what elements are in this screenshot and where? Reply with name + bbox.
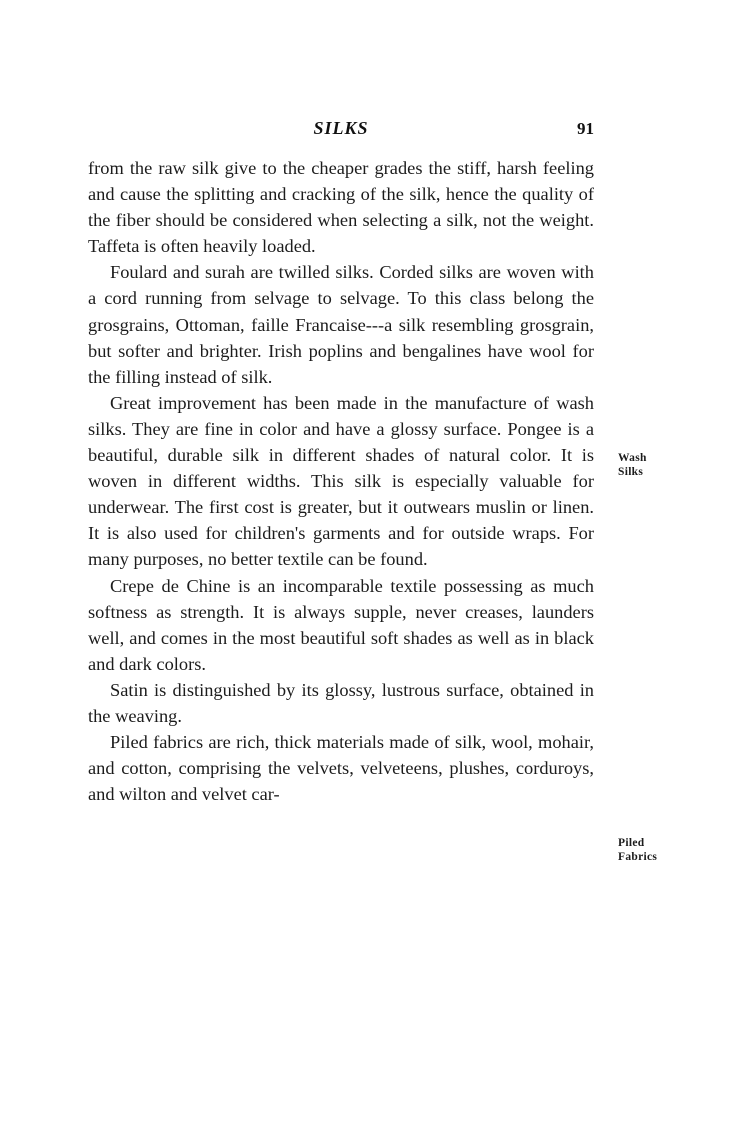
paragraph-3: Great improvement has been made in the manufacture of wash silks. They are fine in color and have a glossy surface. Pongee is a beautiful, durable silk in different shades of natural color. It is woven in different widths. This silk is especially valuable for underwear. The first cost is greater, but it outwears muslin or linen. It is also used for children's garments and for outside wraps. For many purposes, no better textile can be found.	[88, 392, 594, 570]
margin-note-line-2: Silks	[618, 465, 644, 478]
margin-note-piled-fabrics	[618, 837, 657, 864]
paragraph-4: Crepe de Chine is an incomparable textile possessing as much softness as strength. It is always supple, never creases, launders well, and comes in the most beautiful soft shades as well as in black and dark colors.	[88, 575, 594, 674]
paragraph-1: from the raw silk give to the cheaper grades the stiff, harsh feeling and cause the splitting and cracking of the silk, hence the quality of the fiber should be considered when selecting a silk, not the weight. Taffeta is often heavily loaded.	[88, 158, 594, 257]
paragraph-2: Foulard and surah are twilled silks. Corded silks are woven with a cord running from selvage to selvage. To this class belong the grosgrains, Ottoman, faille Francaise---a silk resembling grosgrain, but softer and brighter. Irish poplins and bengalines have wool for the filling instead of silk.	[88, 262, 594, 387]
paragraph-5: Satin is distinguished by its glossy, lustrous surface, obtained in the weaving.	[88, 679, 594, 726]
paragraph-6: Piled fabrics are rich, thick materials made of silk, wool, mohair, and cotton, comprising the velvets, velveteens, plushes, corduroys, and wilton and velvet car-	[88, 732, 594, 805]
running-title: SILKS	[313, 118, 369, 138]
page-number: 91	[577, 119, 594, 138]
margin-note-line-2: Fabrics	[618, 850, 658, 863]
margin-note-line-1: Piled	[618, 837, 645, 849]
margin-note-wash-silks	[618, 452, 647, 479]
body-text-block	[88, 155, 594, 807]
margin-note-line-1: Wash	[618, 452, 647, 464]
page-header	[88, 118, 594, 142]
